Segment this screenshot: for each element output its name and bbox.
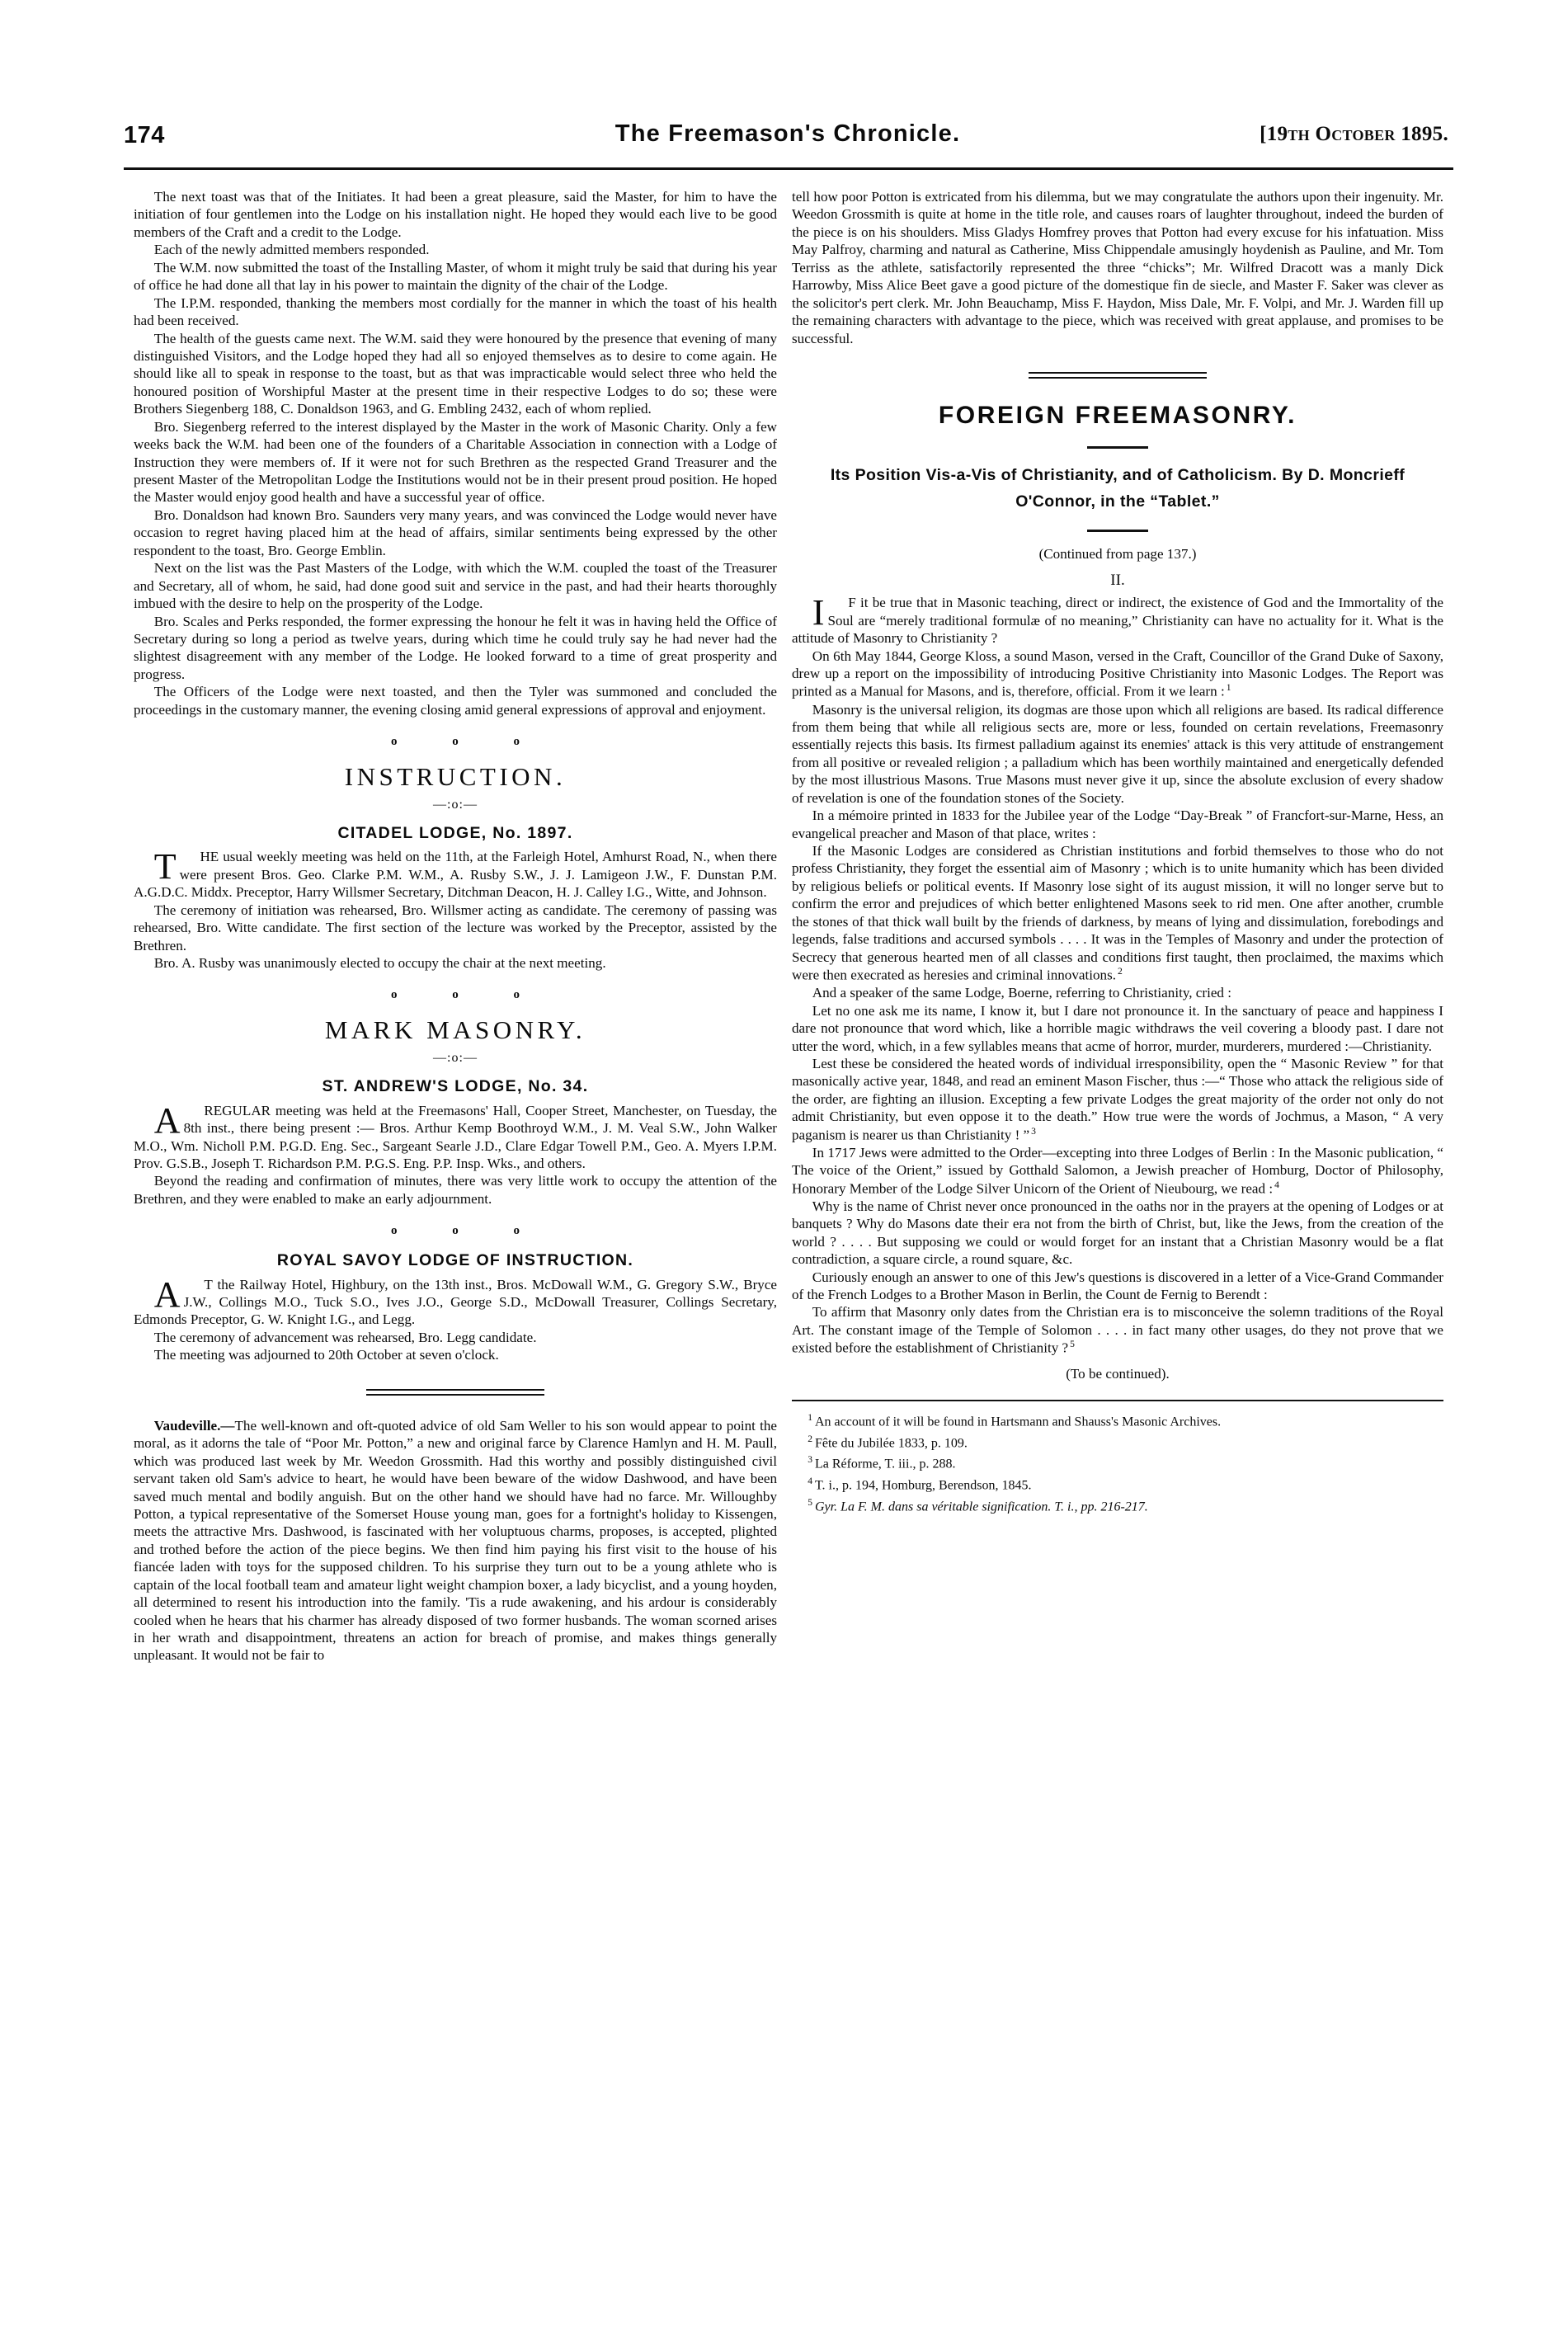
lodge-heading-royal-savoy: ROYAL SAVOY LODGE OF INSTRUCTION. — [276, 1251, 634, 1270]
report-paragraph: Bro. Siegenberg referred to the interest displayed by the Master in the work of Masonic Charity. Only a few weeks back the W.M. had been one of the founders of a Charitable Association in connection with a Lodge of Instruction they were members of. If it were not for such Brethren as the respected Grand Treasurer and the present Master of the Metropolitan Lodge the Institutions would not be in their present proud position. He hoped the Master would enjoy good health and have a successful year of office. — [134, 418, 777, 506]
drop-cap-continuation: F — [848, 595, 856, 611]
right-column — [792, 188, 1443, 1517]
article-paragraph-text: Lest these be considered the heated words of individual irresponsibility, open the “ Masonic Review ” for that masonically active year, 1848, and read an eminent Mason Fischer, thus :—“ Those who attack the religious side of the order, are fighting an illusion. Excepting a few private Lodges the great majority of the order not only do not admit Christianity, but even oppose it to the death.” How true were the words of Jochmus, a Mason, “ A very paganism is nearer us than Christianity ! ” — [792, 1055, 1443, 1143]
footnote-marker: 2 — [808, 1434, 812, 1444]
drop-cap-letter: A — [153, 1274, 181, 1315]
section-ornament: o o o — [391, 988, 546, 1002]
lodge-report-paragraph: The meeting was adjourned to 20th October at seven o'clock. — [153, 1347, 499, 1363]
vaudeville-paragraph — [134, 1417, 777, 1664]
article-subtitle-rule — [1087, 530, 1148, 532]
footnote-reference: 4 — [1274, 1179, 1279, 1190]
article-paragraph — [792, 1144, 1443, 1198]
report-paragraph: Bro. Scales and Perks responded, the former expressing the honour he felt it was in having held the Office of Secretary during so long a period as twelve years, during which time he could truly say he had never had the slightest disagreement with any member of the Lodge. He looked forward to a time of great prosperity and progress. — [134, 613, 777, 682]
footnote-reference: 3 — [1031, 1125, 1036, 1137]
lodge-report-text: the Railway Hotel, Highbury, on the 13th inst., Bros. McDowall W.M., G. Gregory S.W., Bryce J.W., Collings M.O., Tuck S.O., Ives J.O., George S.D., McDowall Treasurer, Collings Secretary, Edmonds Preceptor, G. W. Knight I.G., and Legg. — [134, 1276, 777, 1328]
footnote-item — [792, 1433, 1443, 1453]
footnote-item — [792, 1411, 1443, 1432]
left-column — [134, 188, 777, 1664]
footnote-marker: 3 — [808, 1455, 812, 1466]
article-quotation — [792, 1303, 1443, 1357]
footnote-text: La Réforme, T. iii., p. 288. — [814, 1457, 956, 1471]
report-paragraph: The W.M. now submitted the toast of the Installing Master, of whom it might truly be said that during his year of office he had done all that lay in his power to maintain the dignity of the chair of the Lodge. — [134, 259, 777, 294]
lodge-report-paragraph: The ceremony of initiation was rehearsed, Bro. Willsmer acting as candidate. The ceremony of passing was rehearsed, Bro. Witte candidate. The first section of the lecture was worked by the Preceptor, assisted by the Brethren. — [134, 902, 777, 953]
section-heading-mark-masonry: MARK MASONRY. — [324, 1015, 586, 1045]
double-rule-divider — [1029, 372, 1207, 379]
page-folio-number: 174 — [124, 122, 165, 148]
footnote-text: Fête du Jubilée 1833, p. 109. — [814, 1435, 968, 1450]
report-paragraph: The Officers of the Lodge were next toasted, and then the Tyler was summoned and concluded the proceedings in the customary manner, the evening closing amid general expressions of approval and enjoyment. — [134, 684, 777, 718]
publication-title: The Freemason's Chronicle. — [614, 120, 961, 147]
report-paragraph: Bro. Donaldson had known Bro. Saunders very many years, and was convinced the Lodge would never have occasion to regret having placed him at the head of affairs, similar sentiments being expressed by the other respondent to the toast, Bro. George Emblin. — [134, 506, 777, 558]
lodge-report-first-paragraph — [134, 1276, 777, 1329]
masthead-rule — [124, 167, 1453, 170]
drop-cap-continuation: T — [204, 1276, 213, 1292]
lodge-report-paragraph: Bro. A. Rusby was unanimously elected to occupy the chair at the next meeting. — [153, 955, 606, 971]
report-paragraph: Each of the newly admitted members responded. — [153, 242, 430, 258]
footnote-marker: 4 — [808, 1476, 812, 1487]
lodge-report-text: usual weekly meeting was held on the 11th, at the Farleigh Hotel, Amhurst Road, N., when there were present Bros. Geo. Clarke P.M. W.M., A. Rusby S.W., J. J. Lamigeon J.W., F. Dunstan P.M. A.G.D.C. Middx. Preceptor, Harry Willsmer Secretary, Ditchman Deacon, H. J. Calley I.G., Witte, and Johnson. — [134, 849, 777, 901]
lodge-report-paragraph: The ceremony of advancement was rehearsed, Bro. Legg candidate. — [153, 1329, 537, 1345]
footnote-marker: 1 — [808, 1412, 812, 1423]
article-paragraph: And a speaker of the same Lodge, Boerne, referring to Christianity, cried : — [812, 985, 1231, 1001]
article-first-paragraph — [792, 594, 1443, 647]
lodge-heading-citadel: CITADEL LODGE, No. 1897. — [337, 823, 573, 842]
article-subtitle: Its Position Vis-a-Vis of Christianity, and of Catholicism. By D. Moncrieff O'Connor, in the “Tablet.” — [830, 465, 1406, 511]
footnote-item — [792, 1475, 1443, 1495]
lodge-heading-st-andrews: ST. ANDREW'S LODGE, No. 34. — [322, 1077, 589, 1096]
lodge-report-text: meeting was held at the Freemasons' Hall, Cooper Street, Manchester, on Tuesday, the 8th inst., there being present :— Bros. Arthur Kemp Boothroyd W.M., J. M. Veal S.W., John Walker M.O., Wm. Nicholl P.M. P.G.D. Eng. Sec., Sargeant Searle J.D., Clare Edgar Towell P.M., Geo. A. Myers I.P.M. Prov. G.S.B., Joseph T. Richardson P.M. P.G.S. Eng. P.P. Insp. Wks., and others. — [134, 1102, 777, 1171]
report-paragraph: The next toast was that of the Initiates. It had been a great pleasure, said the Master, for him to have the initiation of four gentlemen into the Lodge on his installation night. He hoped they would each live to be good members of the Craft and a credit to the Lodge. — [134, 189, 777, 240]
article-quotation: Masonry is the universal religion, its dogmas are those upon which all religions are based. Its radical difference from them being that while all religious sects are, more or less, founded on certain revelations, Freemasonry essentially rejects this basis. Its firmest palladium against its enemies' attack is this very attitude of enstrangement from all positive or revealed religion ; a palladium which has been worthily maintained and energetically defended by the most illustrious Masons. True Masons must never give it up, since the absolute exclusion of every shadow of revelation is one of the foundation stones of the Society. — [792, 701, 1443, 806]
footnote-text: Gyr. La F. M. dans sa véritable signification. T. i., pp. 216-217. — [814, 1500, 1148, 1514]
section-heading-instruction: INSTRUCTION. — [344, 761, 567, 791]
footnote-text: T. i., p. 194, Homburg, Berendson, 1845. — [814, 1478, 1032, 1493]
masthead — [124, 115, 1452, 167]
footnote-marker: 5 — [808, 1497, 812, 1508]
footnote-separator-rule — [792, 1400, 1443, 1401]
report-paragraph: Next on the list was the Past Masters of the Lodge, with which the W.M. coupled the toast of the Treasurer and Secretary, all of whom, he said, had done good suit and service in the past, and had their hearts thoroughly imbued with the desire to help on the prosperity of the Lodge. — [134, 560, 777, 612]
issue-date: [19th October 1895. — [1260, 123, 1448, 145]
footnote-text: An account of it will be found in Hartsmann and Shauss's Masonic Archives. — [814, 1415, 1222, 1429]
section-ornament: o o o — [391, 1224, 546, 1238]
drop-cap-continuation: REGULAR — [204, 1102, 271, 1118]
article-quotation: Let no one ask me its name, I know it, but I dare not pronounce it. In the sanctuary of peace and happiness I dare not pronounce that word which, like a horrible magic withdraws the veil covering a bloody past. I dare not utter the word, which, in a few syllables means that acme of horror, murder, murderers, murdered :—Christianity. — [792, 1002, 1443, 1054]
article-quotation — [792, 842, 1443, 984]
lodge-report-paragraph: Beyond the reading and confirmation of minutes, there was very little work to occupy the attention of the Brethren, and they were enabled to make an early adjournment. — [134, 1173, 777, 1207]
article-quotation: Why is the name of Christ never once pronounced in the oaths nor in the prayers at the opening of Lodges or at banquets ? Why do Masons date their era not from the birth of Christ, but, like the Jews, from the creation of the world ? . . . . But supposing we could or would forget for an instant that a Christian Masonry would be a flat contradiction, a square circle, a round square, &c. — [792, 1198, 1443, 1268]
double-rule-divider — [366, 1389, 544, 1396]
vaudeville-lead-in: Vaudeville.— — [153, 1417, 235, 1434]
vaudeville-text: The well-known and oft-quoted advice of old Sam Weller to his son would appear to point the moral, as it adorns the tale of “Poor Mr. Potton,” a new and original farce by Clarence Hamlyn and H. M. Paull, which was produced last week by Mr. Weedon Grossmith. Had this worthy and possibly distinguished civil servant taken old Sam's advice to heart, he would have been beware of the widow Dashwood, and have been saved much mental and bodily anguish. But on the other hand we should have had no farce. Mr. Willoughby Potton, a typical representative of the Somerset House young man, goes for a fortnight's holiday to Kissengen, meets the attractive Mrs. Dashwood, is fascinated with her voluptuous charms, proposes, is accepted, plighted and trothed before the action of the piece begins. We then find him paying his first visit to the house of his fiancée laden with toys for the supposed children. To his surprise they turn out to be a young athlete who is captain of the local football team and amateur light weight champion boxer, a lady bicyclist, and a young hoyden, all determined to resent his introduction into the family. 'Tis a rude awakening, and his ardour is considerably cooled when he hears that his charmer has already disposed of two former husbands. The woman scorned arises in her wrath and disappointment, threatens an action for breach of promise, and makes things generally unpleasant. It would not be fair to — [134, 1417, 777, 1664]
footnote-item — [792, 1496, 1443, 1517]
footnote-reference: 5 — [1070, 1339, 1075, 1350]
article-continued-note: (Continued from page 137.) — [1038, 545, 1197, 562]
section-divider-dash: —:o:— — [433, 797, 478, 812]
article-title-rule — [1087, 446, 1148, 449]
section-divider-dash: —:o:— — [433, 1051, 478, 1066]
footnotes-block — [792, 1411, 1443, 1517]
footnote-reference: 2 — [1118, 966, 1123, 977]
article-title-foreign-freemasonry: FOREIGN FREEMASONRY. — [938, 401, 1297, 429]
lodge-report-first-paragraph — [134, 1099, 777, 1173]
article-paragraph: In a mémoire printed in 1833 for the Jubilee year of the Lodge “Day-Break ” of Francfort-sur-Marne, Hess, an evangelical preacher and Mason of that place, writes : — [792, 807, 1443, 841]
footnote-reference: 1 — [1226, 682, 1231, 694]
drop-cap-letter: A — [153, 1099, 181, 1141]
section-ornament: o o o — [391, 735, 546, 749]
article-section-number: II. — [1110, 572, 1125, 590]
report-paragraph: The health of the guests came next. The W.M. said they were honoured by the presence that evening of many distinguished Visitors, and the Lodge hoped they had all so enjoyed themselves as to desire to come again. He should like all to speak in response to the toast, but as that was impracticable would select three who held the honoured position of Worshipful Master at the present time in their respective Lodges to do so; these were Brothers Siegenberg 188, C. Donaldson 1963, and G. Embling 2432, each of whom replied. — [134, 330, 777, 417]
article-paragraph-text: In 1717 Jews were admitted to the Order—excepting into three Lodges of Berlin : In the Masonic publication, “ The voice of the Orient,” issued by Gotthald Salomon, a Jewish preacher of Homburg, Doctor of Philosophy, Honorary Member of the Lodge Silver Unicorn of the Orient of Nieubourg, we read : — [792, 1144, 1443, 1197]
article-to-be-continued: (To be continued). — [1066, 1366, 1170, 1382]
drop-cap-continuation: HE — [200, 849, 219, 865]
article-paragraph-text: it be true that in Masonic teaching, direct or indirect, the existence of God and the Immortality of the Soul are “merely traditional formulæ of no meaning,” Christianity can have no actuality for it. What is the attitude of Masonry to Christianity ? — [792, 595, 1443, 647]
vaudeville-continued-paragraph: tell how poor Potton is extricated from his dilemma, but we may congratulate the authors upon their ingenuity. Mr. Weedon Grossmith is quite at home in the title role, and causes roars of laughter throughout, indeed the burden of the piece is on his shoulders. Miss Gladys Homfrey proves that Potton had every excuse for his infatuation. Miss May Palfroy, charming and natural as Catherine, Miss Chippendale amusingly hoydenish as Pauline, and Mr. Tom Terriss as the athlete, satisfactorily represented the three “chicks”; Mr. Wilfred Dracott was a manly Dick Harrowby, Miss Alice Beet gave a good picture of the domestique fin de siecle, and Master F. Saker was clever as the solicitor's pert clerk. Mr. John Beauchamp, Miss F. Haydon, Miss Dale, Mr. F. Volpi, and Mr. J. Warden fill up the remaining characters with advantage to the piece, which was received with great applause, and promises to be successful. — [792, 189, 1443, 346]
report-paragraph: The I.P.M. responded, thanking the members most cordially for the manner in which the toast of his health had been received. — [134, 294, 777, 329]
article-paragraph: Curiously enough an answer to one of this Jew's questions is discovered in a letter of a Vice-Grand Commander of the French Lodges to a Brother Mason in Berlin, the Count de Fernig to Berendt : — [792, 1269, 1443, 1303]
footnote-item — [792, 1453, 1443, 1474]
lodge-report-first-paragraph — [134, 848, 777, 901]
article-paragraph-text: On 6th May 1844, George Kloss, a sound Mason, versed in the Craft, Councillor of the Grand Duke of Saxony, drew up a report on the impossibility of introducing Positive Christianity into Masonic Lodges. The Report was printed as a Manual for Masons, and is, therefore, official. From it we learn : — [792, 647, 1443, 700]
article-quotation-text: To affirm that Masonry only dates from the Christian era is to misconceive the solemn traditions of the Royal Art. The constant image of the Temple of Solomon . . . . in fact many other usages, do they not prove that we existed before the establishment of Christianity ? — [792, 1304, 1443, 1357]
article-paragraph — [792, 647, 1443, 701]
drop-cap-letter: I — [812, 592, 825, 633]
drop-cap-letter: T — [153, 846, 177, 888]
article-quotation-text: If the Masonic Lodges are considered as Christian institutions and forbid themselves to those who do not profess Christianity, they forget the essential aim of Masonry ; which is to unite humanity which has been divided by religious beliefs or political events. If Masonry lose sight of its august mission, it will no longer serve but to confirm the error and prejudices of which better enlightened Masons seek to rid men. One after another, crumble the stones of that thick wall built by the friends of darkness, by means of lying and dissimulation, forebodings and legends, false traditions and accursed symbols . . . . It was in the Temples of Masonry and under the protection of Secrecy that generous hearted men of all classes and conditions first taught, then proclaimed, the maxims which were then execrated as heresies and criminal innovations. — [792, 843, 1443, 983]
article-paragraph — [792, 1055, 1443, 1144]
